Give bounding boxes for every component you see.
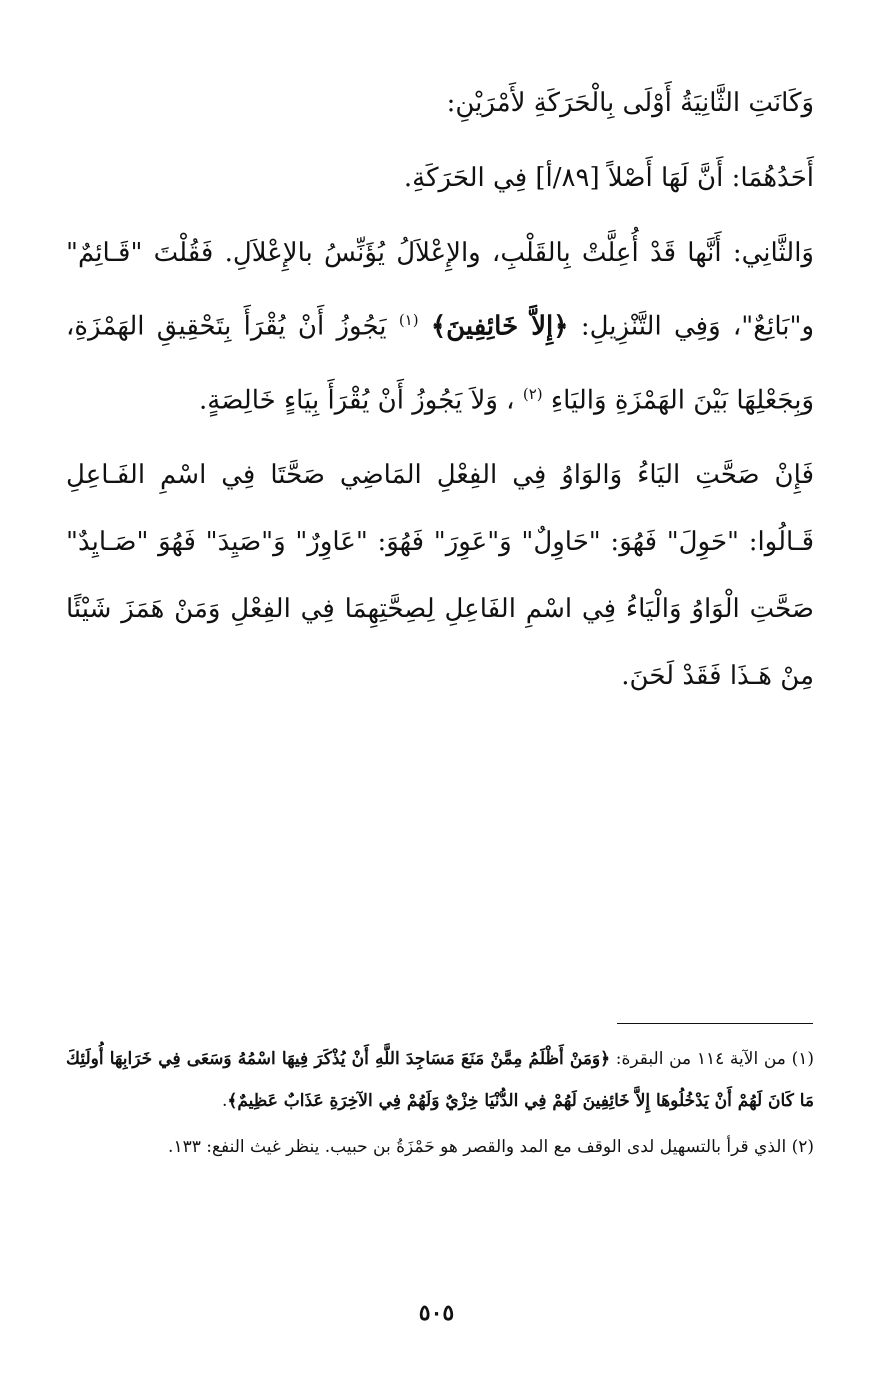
footnote-1-end: .: [221, 1091, 228, 1111]
paragraph-1: وَكَانَتِ الثَّانِيَةُ أَوْلَى بِالْحَرَكَةِ لأَمْرَيْنِ:: [446, 88, 814, 118]
paragraph-3-text-c: ، وَلاَ يَجُوزُ أَنْ يُقْرَأَ بِيَاءٍ خَالِصَةٍ.: [199, 385, 515, 416]
footnote-1-quran: ﴿وَمَنْ أَظْلَمُ مِمَّنْ مَنَعَ مَسَاجِدَ اللَّهِ أَنْ يُذْكَرَ فِيهَا اسْمُهُ وَسَعَى فِي خَرَابِهَا أُولَئِكَ مَا كَانَ لَهُمْ أَنْ يَدْخُلُوهَا إِلاَّ خَائِفِينَ لَهُمْ فِي الدُّنْيَا خِزْيٌ وَلَهُمْ فِي الآخِرَةِ عَذَابٌ عَظِيمٌ﴾: [66, 1049, 814, 1111]
footnotes-section: [66, 1038, 814, 1172]
footnote-ref-2: (٢): [522, 384, 543, 403]
quran-quote: ﴿إِلاَّ خَائِفِينَ﴾: [430, 311, 569, 342]
footnote-2-label: (٢): [791, 1137, 814, 1157]
paragraph-3: [66, 220, 814, 434]
paragraph-3-text-a: وَالثَّانِي: أَنَّها قَدْ أُعِلَّتْ بِالقَلْبِ، والإِعْلاَلُ يُؤَنِّسُ بالإِعْلاَلِ. فَقُلْتَ "قَـائِمٌ" و"بَائِعٌ"، وَفِي التَّنْزِيلِ:: [66, 238, 815, 342]
footnote-2-text: الذي قرأ بالتسهيل لدى الوقف مع المد والقصر هو حَمْزَةُ بن حبيب. ينظر غيث النفع: ١٣٣.: [168, 1137, 787, 1157]
paragraph-2: أَحَدُهُمَا: أَنَّ لَهَا أَصْلاً [٨٩/أ] فِي الحَرَكَةِ.: [403, 163, 814, 193]
paragraph-4: فَإِنْ صَحَّتِ اليَاءُ وَالوَاوُ فِي الفِعْلِ المَاضِي صَحَّتَا فِي اسْمِ الفَـاعِلِ قَـالُوا: "حَوِلَ" فَهُوَ: "حَاوِلٌ" وَ"عَوِرَ" فَهُوَ: "عَاوِرٌ" وَ"صَيِدَ" فَهُوَ "صَـايِدٌ" صَحَّتِ الْوَاوُ وَالْيَاءُ فِي اسْمِ الفَاعِلِ لِصِحَّتِهِمَا فِي الفِعْلِ وَمَنْ هَمَزَ شَيْئًا مِنْ هَـذَا فَقَدْ لَحَنَ.: [66, 460, 815, 692]
footnote-1-label: (١): [791, 1049, 815, 1069]
footnote-2: [66, 1126, 814, 1168]
main-text-body: [66, 70, 814, 718]
footnote-ref-1: (١): [398, 311, 419, 329]
footnote-1: [66, 1038, 814, 1122]
paragraph-3-text-b: يَجُوزُ أَنْ يُقْرَأَ بِتَحْقِيقِ الهَمْزَةِ، وَبِجَعْلِهَا بَيْنَ الهَمْزَةِ وَاليَاءِ: [66, 311, 814, 416]
footnote-separator: [617, 1023, 813, 1024]
footnote-1-intro: من الآية ١١٤ من البقرة:: [615, 1049, 786, 1069]
page-number: ٥٠٥: [418, 1300, 455, 1326]
